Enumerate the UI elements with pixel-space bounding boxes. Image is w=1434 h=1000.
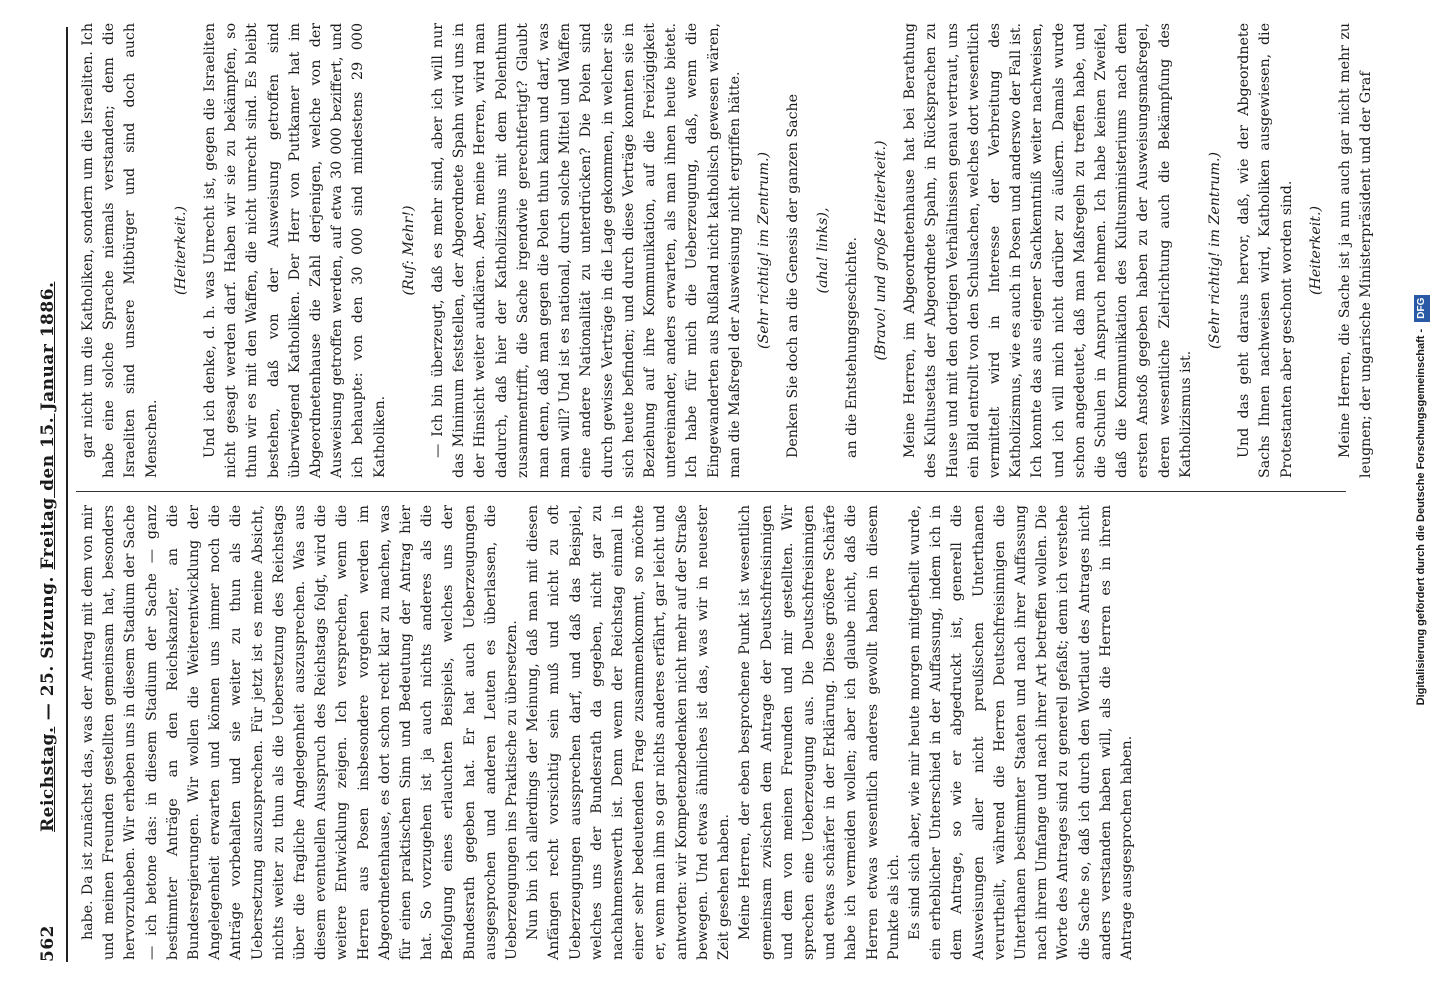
paragraph: Denken Sie doch an die Genesis der ganzen Sache	[785, 93, 802, 458]
sidebar-credit-text	[1410, 0, 1434, 1000]
page-number: 562	[38, 925, 58, 962]
header-rule	[66, 27, 68, 962]
interjection: (Heiterkeit.)	[172, 206, 189, 295]
interjection: (Bravo! und große Heiterkeit.)	[872, 140, 889, 361]
credit-text: Digitalisierung gefördert durch die Deutsche Forschungsgemeinschaft -	[1415, 328, 1427, 706]
paragraph: Und das geht daraus hervor, daß, wie der Abgeordnete Sachs Ihnen nachweisen wird, Katholiken ausgewiesen, die Protestanten aber geschont worden sind.	[1236, 23, 1295, 478]
paragraph: habe. Da ist zunächst das, was der Antrag mit dem von mir und meinen Freunden gestellten gemeinsam hat, besonders hervorzuheben. Wir erheben uns in diesem Stadium der Sache — ich betone das: in diesem Stadium der Sache — ganz bestimmter Anträge an den Reichskanzler, an die Bundesregierungen. Wir wollen die Weiterentwicklung der Angelegenheit erwarten und können uns immer noch die Anträge vorbehalten und sie weiter zu thun als die Uebersetzung auszusprechen. Für jetzt ist es meine Absicht, nichts weiter zu thun als die Uebersetzung des Reichstags über die fragliche Angelegenheit auszusprechen. Was aus diesem eventuellen Ausspruch des Reichstags folgt, wird die weitere Entwicklung zeigen. Ich versprechen, wenn die Herren aus Posen insbesondere vorgehen werden im Abgeordnetenhause, es dort schon recht klar zu machen, was für einen praktischen Sinn und Bedeutung der Antrag hier hat. So vorzugehen ist ja auch nichts anderes als die Befolgung eines erlauchten Beispiels, welches uns der Bundesrath gegeben hat. Er hat auch Ueberzeugungen ausgesprochen und anderen Leuten es überlassen, die Ueberzeugungen ins Praktische zu übersetzen.	[80, 505, 521, 960]
column-separator	[76, 491, 1346, 492]
paragraph: an die Entstehungsgeschichte.	[843, 236, 860, 458]
interjection: (Heiterkeit.)	[1307, 206, 1324, 295]
page-header	[36, 22, 62, 962]
interjection: (Sehr richtig! im Zentrum.)	[756, 151, 773, 350]
running-title-part: — 25. Sitzung.	[38, 576, 58, 721]
paragraph: Meine Herren, der eben besprochene Punkt ist wesentlich gemeinsam zwischen dem Antrage der Deutschfreisinnigen und dem von meinen Freunden und mir gestellten. Wir sprechen eine Ueberzeugung aus. Die Deutschfreisinnigen und etwas schärfer in der Erklärung. Diese größere Schärfe habe ich vermeiden wollen; aber ich glaube nicht, daß die Herren etwas wesentlich anderes gewollt haben in diesem Punkte als ich.	[737, 505, 902, 960]
right-column	[78, 23, 1375, 478]
paragraph: Meine Herren, im Abgeordnetenhause hat bei Berathung des Kultusetats der Abgeordnete Spahn, in Rücksprachen zu Hause und mit den dortigen Verhältnissen genau vertraut, uns ein Bild entrollt von den Schulsachen, welches dort wesentlich vermittelt wird in Interesse der Verbreitung des Katholizismus, wie es auch in Posen und anderswo der Fall ist. Ich konnte das aus eigener Sachkenntniß weiter nachweisen, und ich will mich nicht darüber zu äußern. Damals wurde schon angedeutet, daß man Maßregeln zu treffen habe, und die Schulen in Anspruch nehmen. Ich habe keinen Zweifel, daß die Kommunikation des Kultusministeriums nach dem ersten Anstoß gegeben haben zu der Ausweisungsmaßregel, deren wesentliche Zielrichtung auch die Bekämpfung des Katholizismus ist.	[902, 23, 1194, 478]
paragraph: gar nicht um die Katholiken, sondern um die Israeliten. Ich habe eine solche Sprache niemals verstanden; denn die Israeliten sind unsere Mitbürger und sind doch auch Menschen.	[80, 23, 160, 478]
interjection: (Sehr richtig! im Zentrum.)	[1206, 151, 1223, 350]
paragraph: Meine Herren, die Sache ist ja nun auch gar nicht mehr zu leugnen; der ungarische Ministerpräsident und der Graf	[1336, 23, 1375, 478]
paragraph: — Ich bin überzeugt, daß es mehr sind, aber ich will nur das Minimum feststellen, der Abgeordnete Spahn wird uns in der Hinsicht weiter aufklären. Aber, meine Herren, wird man dadurch, daß hier der Katholizismus mit dem Polenthum zusammentrifft, die Sache irgendwie gerechtfertigt? Glaubt man denn, daß man gegen die Polen thun kann und darf, was man will? Und ist es national, durch solche Mittel und Waffen eine andere Nationalität zu unterdrücken? Die Polen sind durch gewisse Verträge in die Lage gekommen, in welcher sie sich heute befinden; und durch diese Verträge konnten sie in Beziehung auf ihre Kommunikation, auf die Freizügigkeit untereinander, anders erwarten, als man ihnen heute bietet. Ich habe für mich die Ueberzeugung, daß, wenn die Eingewanderten aus Rußland nicht katholisch gewesen wären, man die Maßregel der Ausweisung nicht ergriffen hätte.	[430, 23, 743, 478]
dfg-logo: DFG	[1414, 295, 1430, 322]
running-title	[38, 282, 58, 832]
interjection: (Ruf: Mehr!)	[400, 205, 417, 296]
paragraph: Es sind sich aber, wie mir heute morgen mitgetheilt wurde, ein erheblicher Unterschied in der Auffassung, indem ich in dem Antrage, so wie er abgedruckt ist, generell die Ausweisungen aller nicht preußischen Unterthanen verurtheilt, während die Herren Deutschfreisinnigen die Unterthanen bestimmter Staaten und nach ihrer Auffassung nach ihrem Umfange und nach ihrer Art betreffen wollen. Die Worte des Antrages sind zu generell gefaßt; denn ich verstehe die Sache so, daß ich durch den Wortlaut des Antrages nicht anders verstanden haben will, als die Herren es in ihrem Antrage ausgesprochen haben.	[906, 505, 1135, 960]
running-title-part: Reichstag.	[38, 726, 58, 832]
paragraph: Und ich denke, d. h. was Unrecht ist, gegen die Israeliten nicht gesagt werden darf. Haben wir sie zu bekämpfen, so thun wir es mit den Waffen, die nicht unrecht sind. Es bleibt bestehen, daß von der Ausweisung getroffen sind überwiegend Katholiken. Der Herr von Puttkamer hat im Abgeordnetenhause die Zahl derjenigen, welche von der Ausweisung getroffen werden, auf etwa 30 000 beziffert, und ich behaupte: von den 30 000 sind mindestens 29 000 Katholiken.	[202, 23, 388, 478]
interjection: (aha! links),	[814, 207, 831, 294]
paragraph: Nun bin ich allerdings der Meinung, daß man mit diesen Anfängen recht vorsichtig sein muß und nicht zu oft Ueberzeugungen aussprechen darf, und daß das Beispiel, welches uns der Bundesrath da gegeben, nicht gar zu nachahmenswerth ist. Denn wenn der Reichstag einmal in einer sehr bedeutenden Frage zusammenkommt, so möchte er, wenn man ihm so gar nichts anderes erfährt, gar leicht und antworten: wir Kompetenzbedenken nicht mehr auf der Straße bewegen. Und etwas ähnliches ist das, was wir in neuester Zeit gesehen haben.	[525, 505, 733, 960]
sidebar-credit	[1408, 0, 1432, 1000]
running-title-part: Freitag den 15. Januar 1886.	[38, 281, 58, 570]
left-column	[78, 505, 1348, 960]
